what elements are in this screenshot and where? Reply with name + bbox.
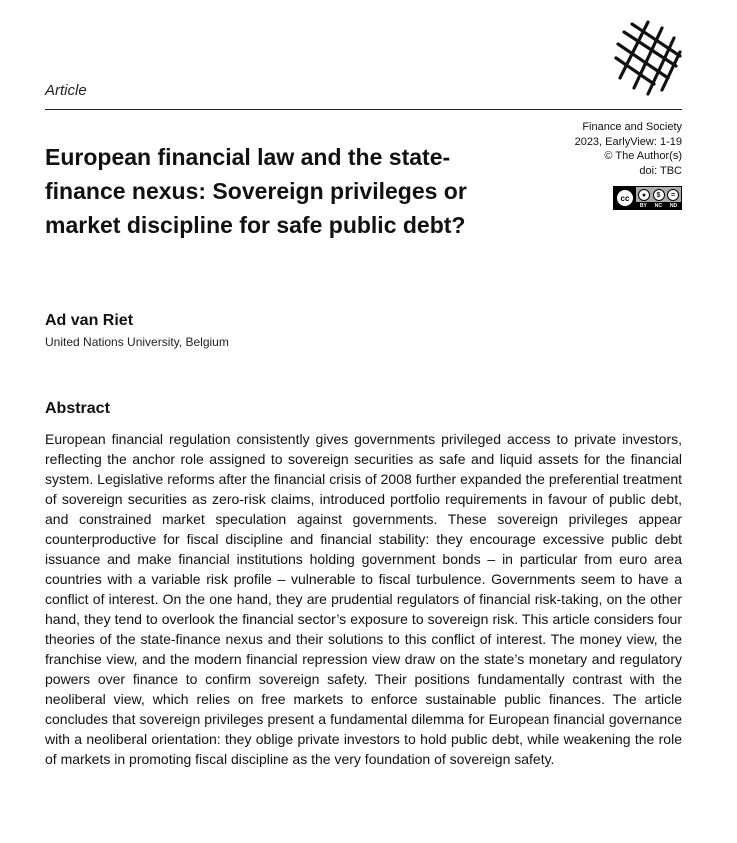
- copyright-notice: © The Author(s): [604, 150, 682, 162]
- noderivatives-icon: =: [667, 189, 679, 201]
- license-nc-label: NC: [654, 202, 662, 209]
- license-by-label: BY: [639, 202, 647, 209]
- abstract-heading: Abstract: [45, 400, 110, 417]
- author-affiliation: United Nations University, Belgium: [45, 335, 229, 349]
- cc-license-badge[interactable]: [613, 186, 682, 210]
- creative-commons-icon: cc: [617, 190, 633, 206]
- journal-issue: 2023, EarlyView: 1-19: [574, 135, 682, 148]
- article-type-label: Article: [45, 82, 87, 99]
- journal-name: Finance and Society: [582, 121, 682, 133]
- paper-title: European financial law and the state-finance nexus: Sovereign privileges or market discipline for safe public debt?: [45, 144, 467, 238]
- license-nd-label: ND: [669, 202, 678, 209]
- abstract-body: European financial regulation consistently gives governments privileged access to private investors, reflecting the anchor role assigned to sovereign securities as safe and liquid assets for the financial system. Legislative reforms after the financial crisis of 2008 further expanded the preferential treatment of sovereign securities as zero-risk claims, introduced portfolio requirements in favour of public debt, and constrained market speculation against governments. These sovereign privileges appear counterproductive for fiscal discipline and financial stability: they encourage excessive public debt issuance and make financial institutions holding government bonds – in particular from euro area countries with a variable risk profile – vulnerable to fiscal turbulence. Governments seem to have a conflict of interest. On the one hand, they are prudential regulators of financial risk-taking, on the other hand, they tend to overlook the financial sector’s exposure to sovereign risk. This article considers four theories of the state-finance nexus and their solutions to this conflict of interest. The money view, the franchise view, and the modern financial repression view draw on the state’s monetary and regulatory powers over finance to confirm sovereign safety. Their positions fundamentally contrast with the neoliberal view, which relies on free markets to enforce sustainable public finances. The article concludes that sovereign privileges present a fundamental dilemma for European financial governance with a neoliberal orientation: they oblige private investors to hold public debt, while weakening the role of markets in promoting fiscal discipline as the very foundation of sovereign safety.: [45, 431, 682, 767]
- noncommercial-icon: $: [653, 189, 665, 201]
- doi: doi: TBC: [639, 164, 682, 177]
- journal-info: [575, 120, 682, 178]
- header-divider: [45, 109, 682, 110]
- journal-logo-icon: [610, 18, 684, 100]
- author-name: Ad van Riet: [45, 312, 134, 329]
- attribution-icon: ●: [638, 189, 650, 201]
